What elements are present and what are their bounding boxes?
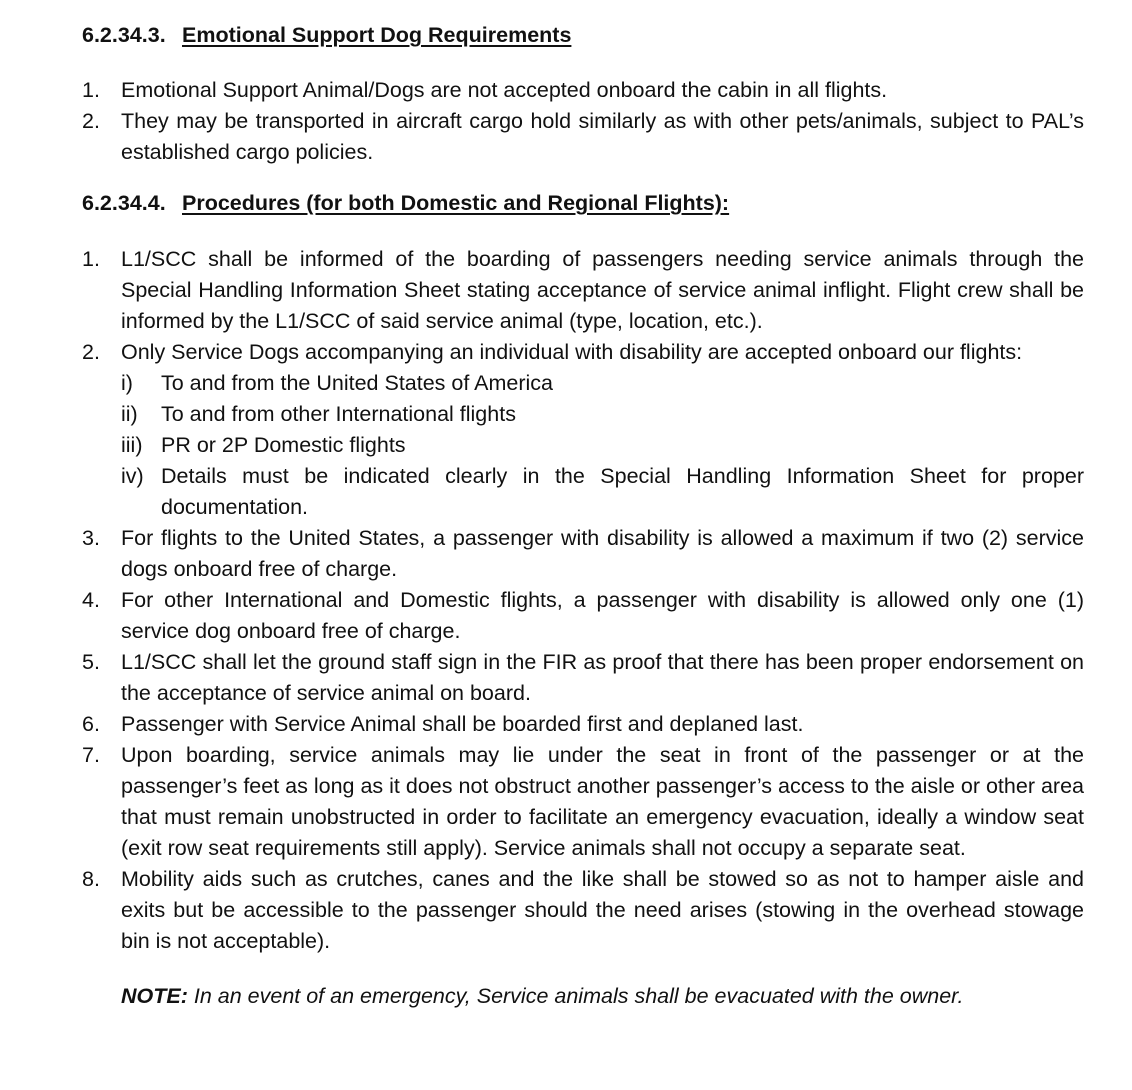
list-marker: 2. bbox=[82, 109, 100, 133]
sublist-item-text: PR or 2P Domestic flights bbox=[161, 433, 406, 457]
list-item-text: Upon boarding, service animals may lie under the seat in front of the passenger or at the passenger’s feet as long as it does not obstruct another passenger’s access to the aisle or other area that must remain unobstructed in order to facilitate an emergency evacuation, ideally a window seat (exit row seat requirements still apply). Service animals shall not occupy a separate seat. bbox=[121, 743, 1084, 860]
note-label: NOTE: bbox=[121, 984, 188, 1008]
list-marker: 7. bbox=[82, 743, 100, 767]
procedures-list bbox=[82, 244, 1084, 957]
list-item-text: L1/SCC shall let the ground staff sign in the FIR as proof that there has been proper endorsement on the acceptance of service animal on board. bbox=[121, 650, 1084, 705]
list-item bbox=[82, 647, 1084, 709]
sublist-item bbox=[121, 430, 1084, 461]
list-item-text: For other International and Domestic flights, a passenger with disability is allowed only one (1) service dog onboard free of charge. bbox=[121, 588, 1084, 643]
list-marker: 1. bbox=[82, 78, 100, 102]
note-text: In an event of an emergency, Service animals shall be evacuated with the owner. bbox=[187, 984, 964, 1008]
sublist-marker: i) bbox=[121, 371, 133, 395]
list-item bbox=[82, 337, 1084, 523]
list-item bbox=[82, 523, 1084, 585]
sublist-item bbox=[121, 368, 1084, 399]
list-item bbox=[82, 244, 1084, 337]
list-item bbox=[82, 75, 1084, 106]
list-item-text: They may be transported in aircraft cargo hold similarly as with other pets/animals, subject to PAL’s established cargo policies. bbox=[121, 109, 1084, 164]
list-marker: 4. bbox=[82, 588, 100, 612]
emergency-note bbox=[121, 981, 964, 1012]
list-marker: 8. bbox=[82, 867, 100, 891]
sublist-item-text: Details must be indicated clearly in the Special Handling Information Sheet for proper documentation. bbox=[161, 464, 1084, 519]
sublist-marker: ii) bbox=[121, 402, 138, 426]
sublist-marker: iii) bbox=[121, 433, 143, 457]
list-marker: 2. bbox=[82, 340, 100, 364]
sublist-item bbox=[121, 461, 1084, 523]
list-item-text: Passenger with Service Animal shall be boarded first and deplaned last. bbox=[121, 712, 804, 736]
list-marker: 6. bbox=[82, 712, 100, 736]
list-item-text: Emotional Support Animal/Dogs are not accepted onboard the cabin in all flights. bbox=[121, 78, 888, 102]
sublist-marker: iv) bbox=[121, 464, 144, 488]
section-title: Procedures (for both Domestic and Regional Flights): bbox=[182, 191, 730, 215]
list-item-text: Mobility aids such as crutches, canes and the like shall be stowed so as not to hamper aisle and exits but be accessible to the passenger should the need arises (stowing in the overhead stowage bin is not acceptable). bbox=[121, 867, 1084, 953]
emotional-support-list bbox=[82, 75, 1084, 168]
list-item-text: Only Service Dogs accompanying an individual with disability are accepted onboard our flights: bbox=[121, 340, 1023, 364]
list-item bbox=[82, 864, 1084, 957]
list-marker: 5. bbox=[82, 650, 100, 674]
list-item bbox=[82, 106, 1084, 168]
list-item bbox=[82, 709, 1084, 740]
sublist-item bbox=[121, 399, 1084, 430]
destination-sublist bbox=[121, 368, 1084, 523]
section-number: 6.2.34.3. bbox=[82, 23, 166, 47]
sublist-item-text: To and from the United States of America bbox=[161, 371, 553, 395]
list-marker: 1. bbox=[82, 247, 100, 271]
section-heading-procedures bbox=[82, 188, 729, 219]
list-item bbox=[82, 585, 1084, 647]
section-heading-emotional-support bbox=[82, 20, 571, 51]
list-item bbox=[82, 740, 1084, 864]
sublist-item-text: To and from other International flights bbox=[161, 402, 516, 426]
section-number: 6.2.34.4. bbox=[82, 191, 166, 215]
list-item-text: L1/SCC shall be informed of the boarding of passengers needing service animals through the Special Handling Information Sheet stating acceptance of service animal inflight. Flight crew shall be informed by the L1/SCC of said service animal (type, location, etc.). bbox=[121, 247, 1084, 333]
list-item-text: For flights to the United States, a passenger with disability is allowed a maximum if two (2) service dogs onboard free of charge. bbox=[121, 526, 1084, 581]
section-title: Emotional Support Dog Requirements bbox=[182, 23, 572, 47]
list-marker: 3. bbox=[82, 526, 100, 550]
